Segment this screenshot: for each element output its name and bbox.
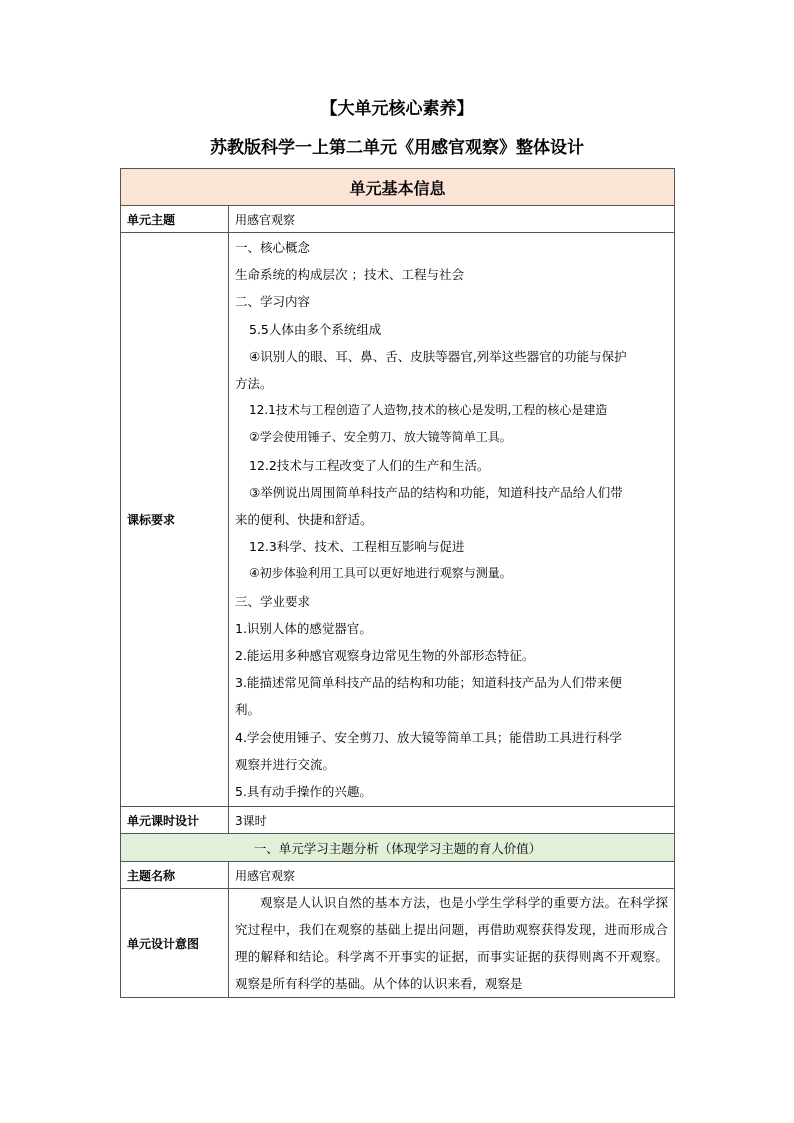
section-header-text: 单元基本信息 [121,169,675,206]
text-line: ④识别人的眼、耳、鼻、舌、皮肤等器官,列举这些器官的功能与保护 [249,348,627,364]
row-label: 单元课时设计 [121,807,229,834]
table-row-hours [121,807,675,834]
section-header-text: 一、单元学习主题分析（体现学习主题的育人价值） [121,834,675,862]
row-value: 用感官观察 [229,862,675,889]
text-line: 12.3科学、技术、工程相互影响与促进 [249,539,465,555]
text-line: 12.2技术与工程改变了人们的生产和生活。 [249,457,490,473]
row-label: 课标要求 [121,233,229,807]
row-label: 单元设计意图 [121,889,229,998]
table-row-topic-name [121,862,675,889]
section-header-basic-info [121,169,675,206]
table-row-curriculum [121,233,675,807]
text-line: 5.5人体由多个系统组成 [249,321,382,337]
text-line: 2.能运用多种感官观察身边常见生物的外部形态特征。 [235,648,535,664]
text-line: ④初步体验利用工具可以更好地进行观察与测量。 [249,566,512,581]
text-line: 利。 [235,702,261,718]
row-value: 用感官观察 [229,206,675,233]
document-title-line2: 苏教版科学一上第二单元《用感官观察》整体设计 [210,138,584,158]
curriculum-content [229,233,675,807]
text-line: 三、学业要求 [235,593,311,609]
document-title-line1: 【大单元核心素养】 [320,99,474,119]
text-line: 3.能描述常见简单科技产品的结构和功能；知道科技产品为人们带来便 [235,675,622,691]
text-line: 5.具有动手操作的兴趣。 [235,784,372,800]
row-label: 单元主题 [121,206,229,233]
text-line: 生命系统的构成层次 ；技术、工程与社会 [235,267,464,283]
text-line: ③举例说出周围简单科技产品的结构和功能，知道科技产品给人们带 [249,484,623,500]
text-line: 4.学会使用锤子、安全剪刀、放大镜等简单工具；能借助工具进行科学 [235,729,622,745]
unit-design-table [120,168,675,998]
design-intent-text: 观察是人认识自然的基本方法，也是小学生学科学的重要方法。在科学探究过程中，我们在观察的基础上提出问题，再借助观察获得发现，进而形成合理的解释和结论。科学离不开事实的证据，而事实证据的获得则离不开观察。观察是所有科学的基础。从个体的认识来看，观察是 [235,895,669,992]
text-line: 一、核心概念 [235,240,311,255]
text-line: 1.识别人体的感觉器官。 [235,620,372,636]
section-header-topic-analysis [121,834,675,862]
text-line: 12.1技术与工程创造了人造物,技术的核心是发明,工程的核心是建造 [249,403,608,418]
row-label: 主题名称 [121,862,229,889]
text-line: 方法。 [235,376,273,392]
row-value: 3课时 [229,807,675,834]
text-line: ②学会使用锤子、安全剪刀、放大镜等简单工具。 [249,430,512,445]
text-line: 二、学习内容 [235,294,311,310]
table-row-design-intent [121,889,675,998]
text-line: 来的便利、快捷和舒适。 [235,512,373,528]
table-row-unit-topic [121,206,675,233]
text-line: 观察并进行交流。 [235,756,336,772]
